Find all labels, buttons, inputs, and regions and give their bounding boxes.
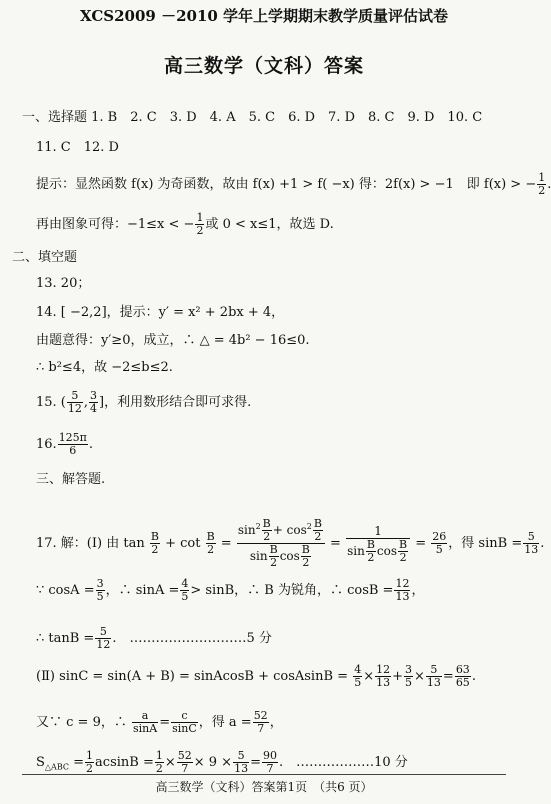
fraction: $\frac{1}{2}$ — [155, 749, 163, 775]
fraction: 1 sin $\frac{B}{2}$ cos $\frac{B}{2}$ — [346, 524, 410, 564]
section-3-heading: 三、解答题. — [36, 472, 106, 487]
fraction: $\frac{B}{2}$ — [206, 530, 215, 556]
page-footer: 高三数学（文科）答案第1页 （共6 页） — [155, 780, 373, 794]
choice-answers-line-2: 11. C 12. D — [36, 140, 119, 155]
fraction: $\frac{4}{5}$ — [181, 577, 189, 603]
q14-line-3: ∴ b²≤4，故 −2≤b≤2. — [36, 360, 173, 375]
fraction: $\frac{4}{5}$ — [354, 663, 362, 689]
hint-text: 提示：显然函数 f(x) 为奇函数，故由 f(x) +1 > f( −x) 得：2f(x) > −1 即 f(x) > − — [36, 177, 537, 192]
tanB-line: ∴ tanB = $\frac{5}{12}$ . ………………………5 分 — [36, 625, 272, 651]
fraction: $\frac{12}{13}$ — [376, 663, 391, 689]
page-title: 高三数学（文科）答案 — [163, 55, 364, 77]
fraction: $\frac{5}{12}$ — [96, 625, 111, 651]
fraction: $\frac{63}{65}$ — [455, 663, 470, 689]
q14-line-1: 14. [ −2,2]，提示：y′ = x² + 2bx + 4， — [36, 305, 285, 320]
fraction: $\frac{5}{13}$ — [524, 530, 539, 556]
q16-answer: 16. $\frac{125\pi}{6}$ . — [36, 431, 94, 457]
graph-line: 再由图象可得：−1≤x < − $\frac{1}{2}$ 或 0 < x≤1，故选 D. — [36, 211, 334, 237]
fraction: $\frac{5}{13}$ — [234, 749, 249, 775]
fraction: $\frac{a}{\sin A}$ — [132, 709, 158, 735]
fraction: $\frac{5}{12}$ — [67, 389, 82, 415]
q15-answer: 15. ( $\frac{5}{12}$ , $\frac{3}{4}$ ]，利用数形结合即可求得. — [36, 389, 252, 415]
fraction: $\frac{3}{4}$ — [90, 389, 98, 415]
exam-header: XCS2009 －2010 学年上学期期末教学质量评估试卷 — [79, 7, 449, 25]
fraction: $\frac{52}{7}$ — [253, 709, 268, 735]
section-2-heading: 二、填空题 — [12, 250, 78, 265]
fraction: $\frac{12}{13}$ — [395, 577, 410, 603]
fraction: $\frac{125\pi}{6}$ — [58, 431, 87, 457]
graph-text: 再由图象可得：−1≤x < − — [36, 217, 195, 232]
fraction: $\frac{90}{7}$ — [262, 749, 277, 775]
fraction: $\frac{3}{5}$ — [405, 663, 412, 689]
fraction: $\frac{1}{2}$ — [86, 749, 94, 775]
area-line: $S_{\triangle ABC}$ = $\frac{1}{2}$ acsinB = $\frac{1}{2}$ × $\frac{52}{7}$ × 9 × $\frac{5}{13}$ = $\frac{90}{7}$ . ………………10 分 — [36, 749, 408, 775]
fraction: $\frac{c}{\sin C}$ — [172, 709, 197, 735]
cosA-line: ∵ cosA = $\frac{3}{5}$ ，∴ sinA = $\frac{4}{5}$ > sinB，∴ B 为锐角，∴ cosB = $\frac{12}{13}$ ， — [36, 577, 425, 603]
law-of-sines-line: 又∵ c = 9，∴ $\frac{a}{\sin A}$ = $\frac{c}{\sin C}$ ，得 a = $\frac{52}{7}$ ， — [36, 709, 283, 735]
fraction: $\frac{26}{5}$ — [432, 530, 447, 556]
q13-answer: 13. 20； — [36, 276, 91, 291]
fraction: $\frac{52}{7}$ — [177, 749, 192, 775]
fraction: $\frac{3}{5}$ — [96, 577, 104, 603]
q14-line-2: 由题意得：y′≥0，成立，∴ △ = 4b² − 16≤0. — [36, 333, 310, 348]
fraction: $\frac{5}{13}$ — [426, 663, 441, 689]
fraction: $\frac{1}{2}$ — [196, 211, 204, 237]
choice-answers-line-1: 一、选择题 1. B 2. C 3. D 4. A 5. C 6. D 7. D 8. C 9. D 10. C — [22, 110, 483, 125]
fraction: $\frac{1}{2}$ — [538, 171, 546, 197]
fraction: $\sin^2$ $\frac{B}{2}$ + $\cos^2$ $\frac{B}{2}$ sin $\frac{B}{2}$ cos $\frac{B}{2}$ — [237, 518, 325, 569]
sinC-line: (Ⅱ) sinC = sin(A + B) = sinAcosB + cosAsinB = $\frac{4}{5}$ × $\frac{12}{13}$ + $\frac{3}{5}$ × $\frac{5}{13}$ = $\frac{63}{65}$ . — [36, 663, 476, 689]
footer-divider — [22, 774, 506, 775]
fraction: $\frac{B}{2}$ — [150, 530, 159, 556]
q17-part1-line: 17. 解：(Ⅰ) 由 tan $\frac{B}{2}$ + cot $\frac{B}{2}$ = $\sin^2$ $\frac{B}{2}$ + $\cos^2$ $\frac{B}{2}$ sin $\frac{B}{2}$ cos $\frac{B}{2}$ = 1 sin $\frac{B}{2}$ cos $\frac{B}{2}$ = $\frac{26}{5}$ ，得 sinB = $\frac{5}{13}$ . — [36, 517, 545, 569]
hint-line: 提示：显然函数 f(x) 为奇函数，故由 f(x) +1 > f( −x) 得：2f(x) > −1 即 f(x) > − $\frac{1}{2}$ . — [36, 171, 551, 197]
